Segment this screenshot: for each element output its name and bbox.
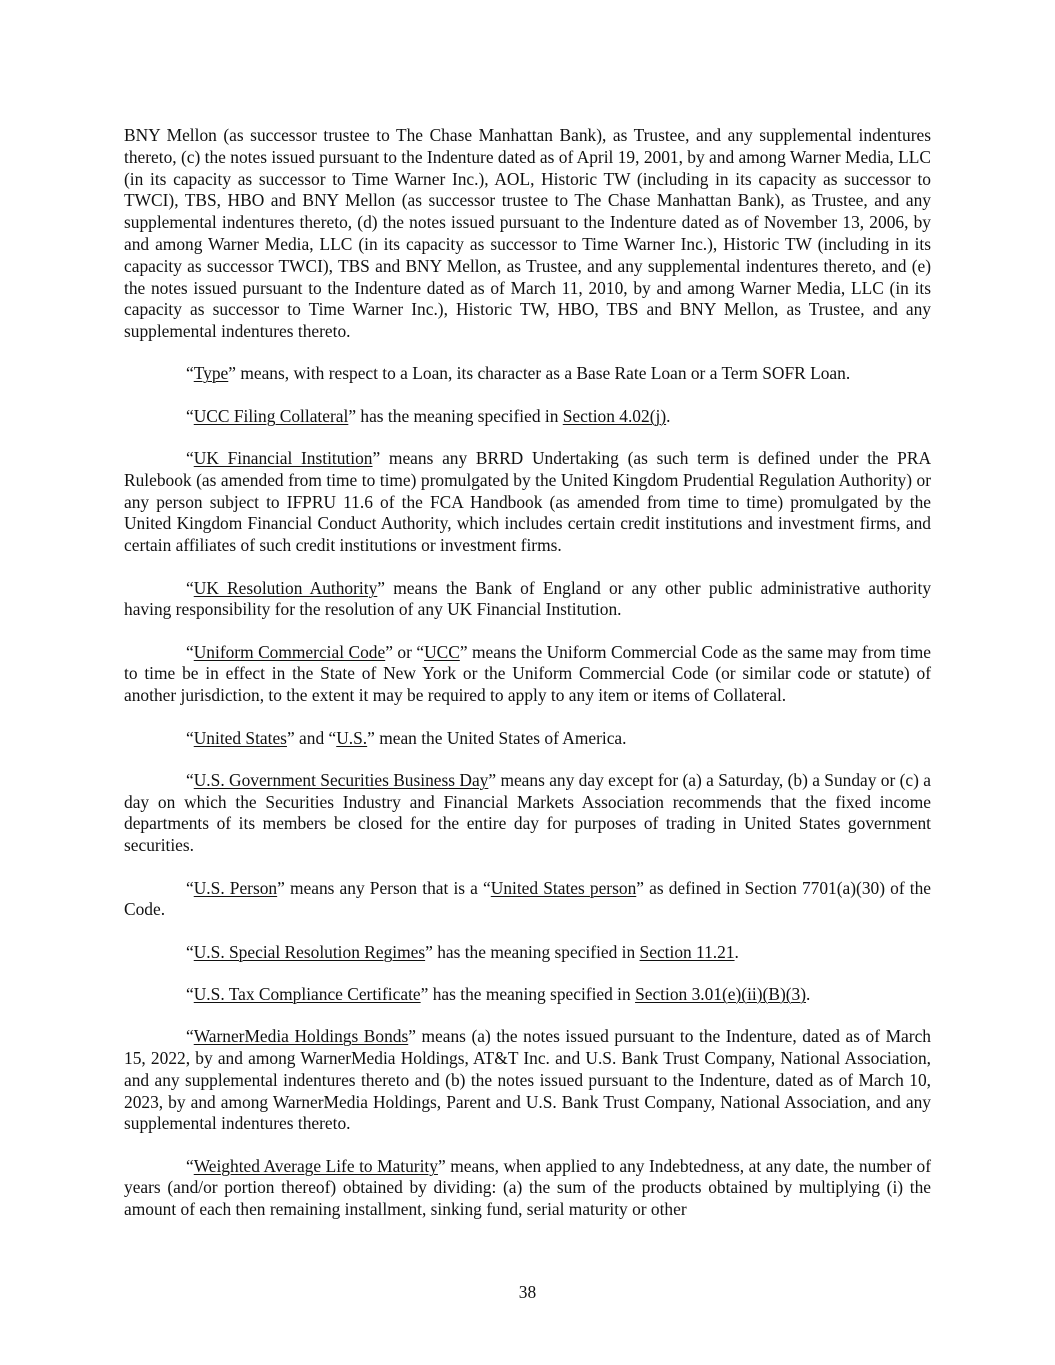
paragraph-text: “ [186, 577, 194, 598]
paragraph-text: . [734, 941, 739, 962]
paragraph-text: ” as defined in Section 7701(a)(30) of the Code. [124, 877, 931, 920]
paragraph-continued-indenture-list [124, 125, 931, 343]
defined-term: U.S. [336, 727, 368, 748]
paragraph-text: ” has the meaning specified in [420, 983, 636, 1004]
defined-term: United States [193, 727, 287, 748]
paragraph-text: “ [186, 1155, 194, 1176]
paragraph-text: ” and “ [286, 727, 337, 748]
defined-term: U.S. Government Securities Business Day [193, 769, 489, 790]
paragraph-text: “ [186, 727, 194, 748]
paragraph-text: ” has the meaning specified in [425, 941, 640, 962]
paragraph-text: “ [186, 941, 194, 962]
paragraph-def-uniform-commercial-code [124, 642, 931, 707]
paragraph-def-warnermedia-holdings-bonds [124, 1026, 931, 1135]
paragraph-text: “ [186, 983, 194, 1004]
paragraph-def-us-tax-compliance-certificate [124, 984, 931, 1006]
defined-term: U.S. Tax Compliance Certificate [193, 983, 421, 1004]
paragraph-text: ” has the meaning specified in [348, 405, 563, 426]
paragraph-text: ” means any BRRD Undertaking (as such term is defined under the PRA Rulebook (as amended from time to time) promulgated by the United Kingdom Prudential Regulation Authority) or any person subject to IFPRU 11.6 of the FCA Handbook (as amended from time to time) promulgated by the United Kingdom Financial Conduct Authority, which includes certain credit institutions and investment firms, and certain affiliates of such credit institutions or investment firms. [124, 448, 932, 556]
paragraph-text: “ [186, 363, 194, 384]
defined-term: WarnerMedia Holdings Bonds [193, 1026, 409, 1047]
paragraph-def-us-special-resolution-regimes [124, 942, 931, 964]
paragraph-text: ” means the Uniform Commercial Code as the same may from time to time be in effect in the State of New York or the Uniform Commercial Code (or similar code or statute) of another jurisdiction, to the extent it may be required to apply to any item or items of Collateral. [124, 641, 931, 706]
defined-term: Section 11.21 [639, 941, 735, 962]
defined-term: Section 3.01(e)(ii)(B)(3) [635, 983, 807, 1004]
paragraph-text: ” means, with respect to a Loan, its character as a Base Rate Loan or a Term SOFR Loan. [228, 363, 851, 384]
paragraph-text: ” mean the United States of America. [367, 727, 627, 748]
defined-term: United States person [490, 877, 637, 898]
paragraph-def-ucc-filing-collateral [124, 406, 931, 428]
paragraph-text: ” means (a) the notes issued pursuant to the Indenture, dated as of March 15, 2022, by and among WarnerMedia Holdings, AT&T Inc. and U.S. Bank Trust Company, National Association, and any supplemental indentures thereto and (b) the notes issued pursuant to the Indenture, dated as of March 10, 2023, by and among WarnerMedia Holdings, Parent and U.S. Bank Trust Company, National Association, and any supplemental indentures thereto. [124, 1026, 931, 1134]
defined-term: Type [193, 363, 229, 384]
paragraph-text: ” means, when applied to any Indebtedness, at any date, the number of years (and/or portion thereof) obtained by dividing: (a) the sum of the products obtained by multiplying (i) the amount of each then remaining installment, sinking fund, serial maturity or other [124, 1155, 931, 1220]
paragraph-text: “ [186, 405, 194, 426]
defined-term: Uniform Commercial Code [193, 641, 386, 662]
paragraph-text: . [666, 405, 671, 426]
defined-term: UK Financial Institution [193, 448, 373, 469]
page-number: 38 [518, 1282, 537, 1302]
defined-term: UCC Filing Collateral [193, 405, 349, 426]
paragraph-text: . [806, 983, 811, 1004]
paragraph-text: “ [186, 877, 194, 898]
paragraph-text: ” means any day except for (a) a Saturday, (b) a Sunday or (c) a day on which the Securities Industry and Financial Markets Association recommends that the fixed income departments of its members be closed for the entire day for purposes of trading in United States government securities. [124, 769, 931, 856]
paragraph-text: ” or “ [385, 641, 425, 662]
paragraph-def-us-gov-securities-business-day [124, 770, 931, 857]
paragraph-text: ” means the Bank of England or any other public administrative authority having responsibility for the resolution of any UK Financial Institution. [124, 577, 932, 620]
paragraph-def-united-states [124, 728, 931, 750]
defined-term: UCC [424, 641, 460, 662]
paragraph-text: “ [186, 769, 194, 790]
defined-term: U.S. Special Resolution Regimes [193, 941, 426, 962]
paragraph-def-uk-resolution-authority [124, 578, 931, 622]
paragraph-text: “ [186, 641, 194, 662]
paragraph-text: “ [186, 448, 194, 469]
defined-term: U.S. Person [193, 877, 278, 898]
paragraph-text: ” means any Person that is a “ [277, 877, 491, 898]
paragraph-def-type [124, 363, 931, 385]
paragraph-text: “ [186, 1026, 194, 1047]
defined-term: Weighted Average Life to Maturity [193, 1155, 438, 1176]
defined-term: UK Resolution Authority [193, 577, 378, 598]
paragraph-def-uk-financial-institution [124, 448, 931, 557]
document-body [124, 125, 931, 1242]
paragraph-def-weighted-average-life-to-maturity [124, 1156, 931, 1221]
paragraph-def-us-person [124, 878, 931, 922]
paragraph-text: BNY Mellon (as successor trustee to The Chase Manhattan Bank), as Trustee, and any supplemental indentures thereto, (c) the notes issued pursuant to the Indenture dated as of April 19, 2001, by and among Warner Media, LLC (in its capacity as successor to Time Warner Inc.), AOL, Historic TW (including in its capacity as successor to TWCI), TBS, HBO and BNY Mellon (as successor trustee to The Chase Manhattan Bank), as Trustee, and any supplemental indentures thereto, (d) the notes issued pursuant to the Indenture dated as of November 13, 2006, by and among Warner Media, LLC (in its capacity as successor to Time Warner Inc.), Historic TW (including in its capacity as successor TWCI), TBS and BNY Mellon, as Trustee, and any supplemental indentures thereto, and (e) the notes issued pursuant to the Indenture dated as of March 11, 2010, by and among Warner Media, LLC (in its capacity as successor to Time Warner Inc.), Historic TW, HBO, TBS and BNY Mellon, as Trustee, and any supplemental indentures thereto. [124, 125, 931, 342]
defined-term: Section 4.02(j) [562, 405, 667, 426]
